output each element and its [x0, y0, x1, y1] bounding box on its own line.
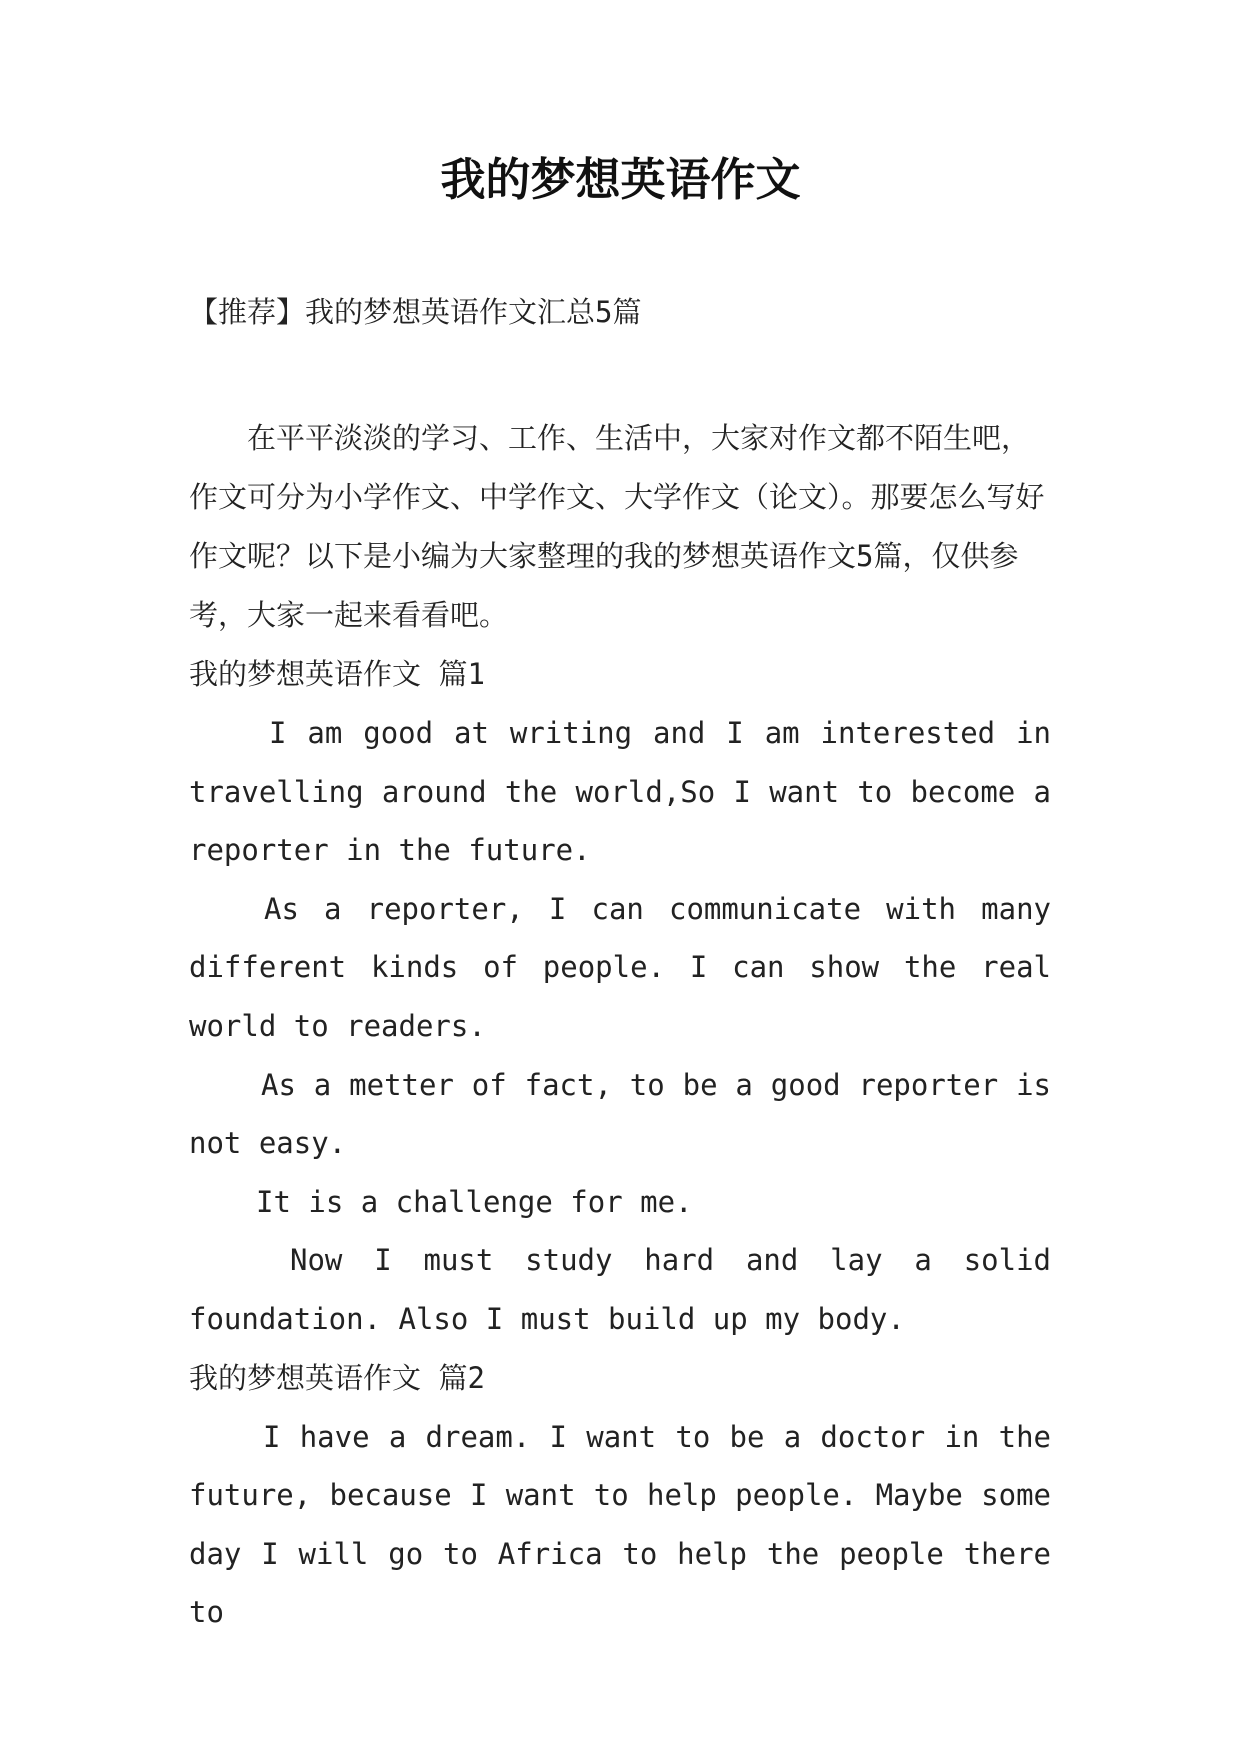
document-subtitle: 【推荐】我的梦想英语作文汇总5篇 [189, 295, 642, 329]
essay-1-heading: 我的梦想英语作文 篇1 [189, 657, 485, 691]
essay-1-paragraph: As a metter of fact, to be a good reporter is not easy. [189, 1067, 1051, 1161]
document-title: 我的梦想英语作文 [440, 153, 801, 206]
essay-1-paragraph: I am good at writing and I am interested in travelling around the world,So I want to become a reporter in the future. [189, 716, 1051, 868]
essay-2-heading: 我的梦想英语作文 篇2 [189, 1360, 485, 1395]
essay-2-paragraph: I have a dream. I want to be a doctor in the future, because I want to help people. Maybe some day I will go to Africa to help the people there to [189, 1419, 1051, 1630]
intro-paragraph: 在平平淡淡的学习、工作、生活中，大家对作文都不陌生吧，作文可分为小学作文、中学作文、大学作文（论文）。那要怎么写好作文呢？以下是小编为大家整理的我的梦想英语作文5篇，仅供参考，大家一起来看看吧。 [189, 421, 1045, 632]
essay-1-paragraph: Now I must study hard and lay a solid foundation. Also I must build up my body. [189, 1243, 1051, 1336]
essay-1-paragraph: It is a challenge for me. [256, 1184, 693, 1219]
essay-1-paragraph: As a reporter, I can communicate with many different kinds of people. I can show the real world to readers. [189, 891, 1051, 1043]
document-body [189, 409, 1051, 1642]
